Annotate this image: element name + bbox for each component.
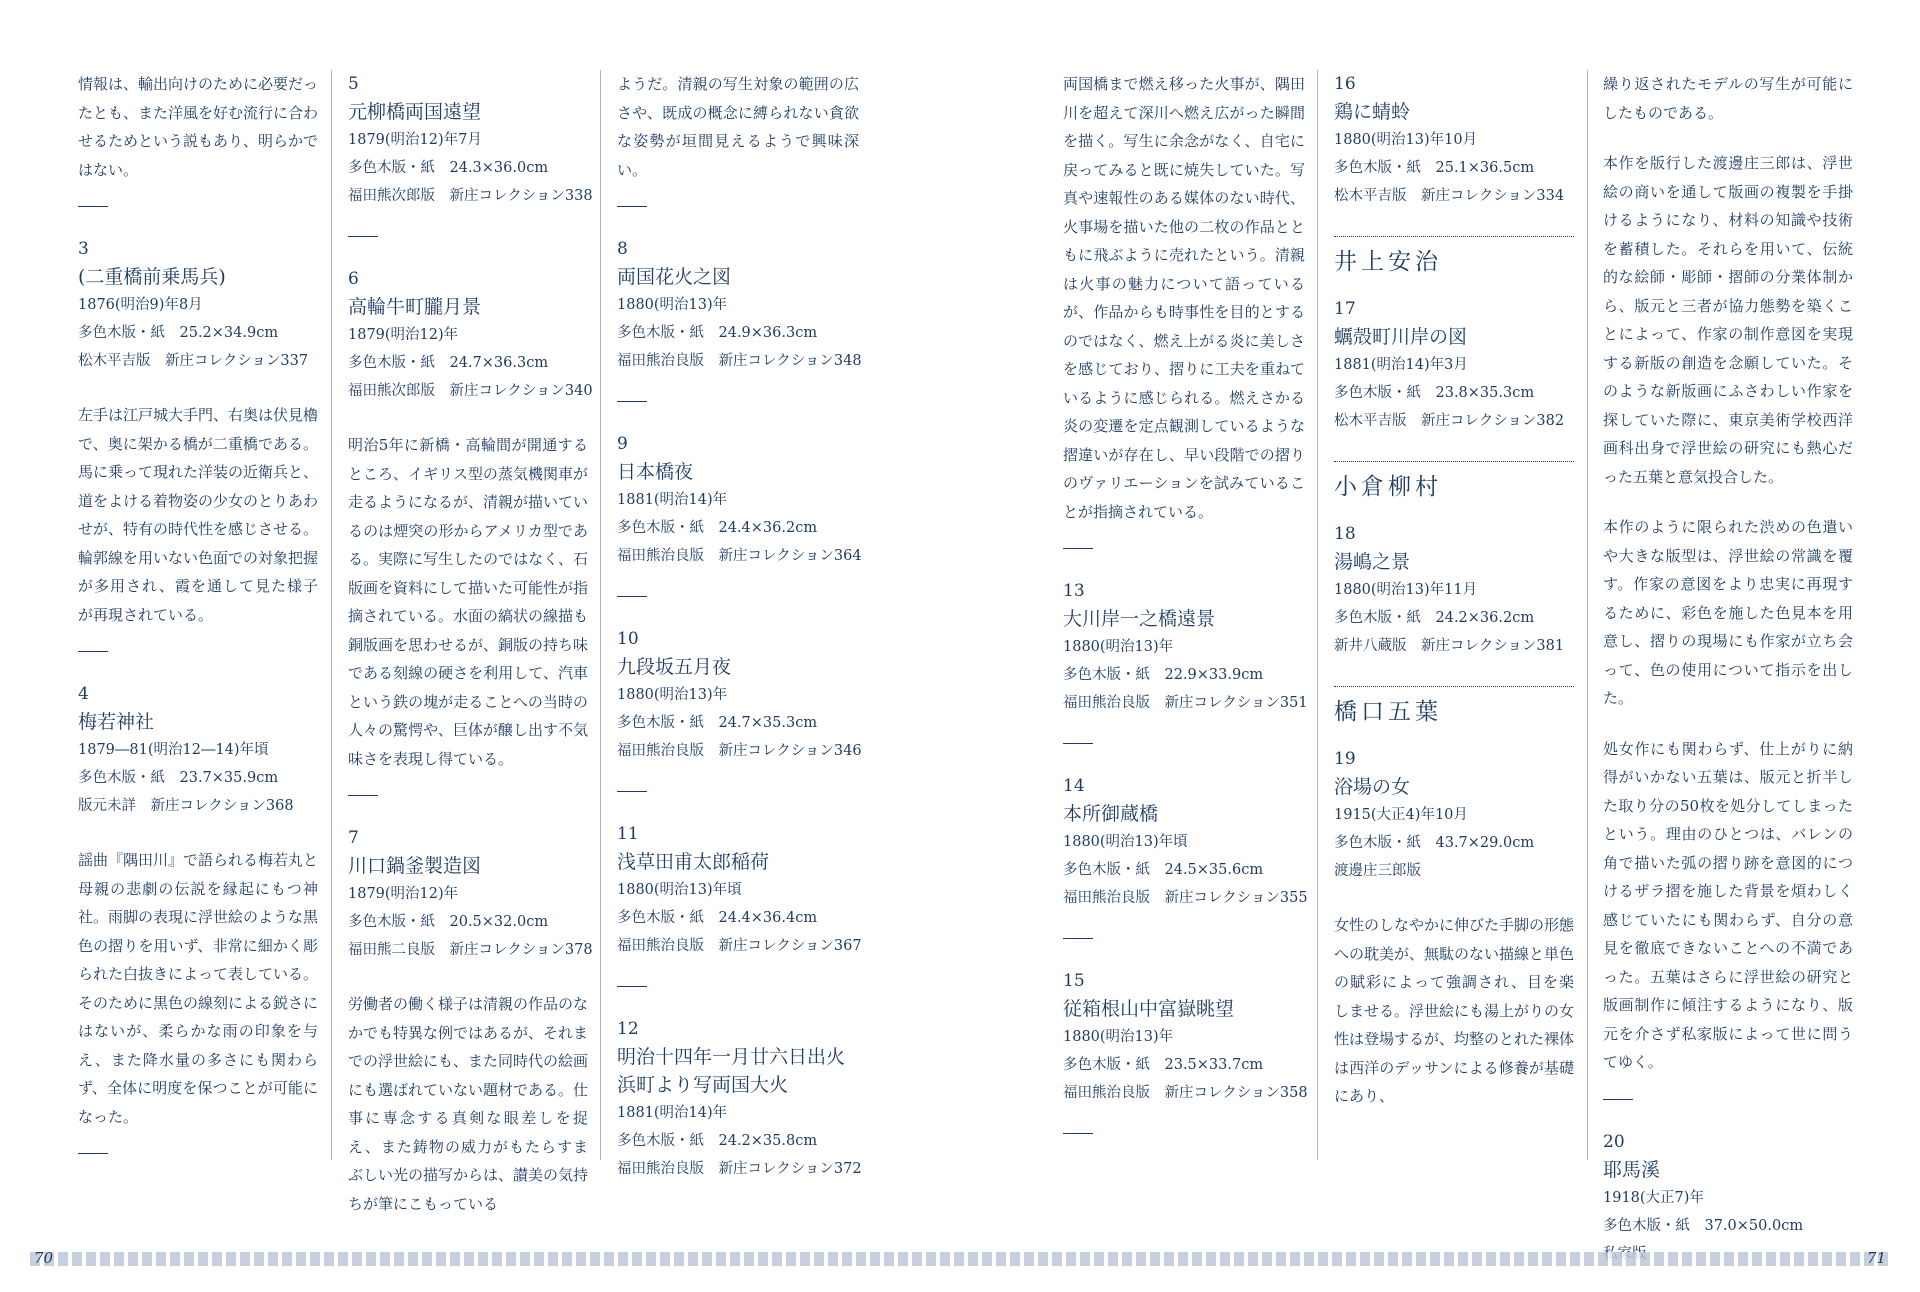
entry-detail: 福田熊二良版 新庄コレクション378 xyxy=(348,942,593,958)
catalog-entry xyxy=(78,680,318,820)
entry-title: 高輪牛町朧月景 xyxy=(348,296,482,318)
entry-separator xyxy=(348,236,378,237)
entry-detail: 福田熊治良版 新庄コレクション358 xyxy=(1063,1085,1308,1101)
entry-detail: 1880(明治13)年 xyxy=(617,687,728,703)
entry-separator xyxy=(617,986,647,987)
commentary-paragraph: 左手は江戸城大手門、右奥は伏見櫓で、奥に架かる橋が二重橋である。馬に乗って現れた洋装の近衛兵と、道をよける着物姿の少女のとりあわせが、特有の時代性を感じさせる。輪郭線を用いない色面での対象把握が多用され、霞を通して見た様子が再現されている。 xyxy=(78,406,319,624)
entry-detail: 多色木版・紙 24.4×36.4cm xyxy=(617,910,818,926)
entry-title: 蠣殻町川岸の図 xyxy=(1334,326,1468,348)
entry-title: 日本橋夜 xyxy=(617,461,694,483)
artist-heading: 小倉柳村 xyxy=(1334,461,1574,504)
entry-detail: 多色木版・紙 23.7×35.9cm xyxy=(78,770,279,786)
entry-number: 5 xyxy=(348,74,359,94)
entry-separator xyxy=(78,1153,108,1154)
entry-detail: 松木平吉版 新庄コレクション382 xyxy=(1334,413,1565,429)
entry-separator xyxy=(617,206,647,207)
entry-separator xyxy=(348,795,378,796)
entry-detail: 1881(明治14)年 xyxy=(617,492,728,508)
commentary-paragraph: 繰り返されたモデルの写生が可能にしたものである。 xyxy=(1603,75,1853,122)
entry-title: 両国花火之図 xyxy=(617,266,732,288)
catalog-entry xyxy=(348,824,593,964)
entry-separator xyxy=(1063,938,1093,939)
entry-title: 従箱根山中富嶽眺望 xyxy=(1063,998,1235,1020)
catalog-entry xyxy=(1063,577,1308,717)
entry-detail: 多色木版・紙 24.5×35.6cm xyxy=(1063,862,1264,878)
entry-number: 17 xyxy=(1334,299,1356,319)
entry-detail: 多色木版・紙 25.1×36.5cm xyxy=(1334,160,1535,176)
catalog-entry xyxy=(1603,1128,1853,1268)
entry-detail: 福田熊治良版 新庄コレクション346 xyxy=(617,743,862,759)
entry-title: 本所御蔵橋 xyxy=(1063,803,1159,825)
entry-title: 川口鍋釜製造図 xyxy=(348,855,482,877)
entry-detail: 1879―81(明治12―14)年頃 xyxy=(78,742,269,758)
catalog-entry xyxy=(617,820,862,960)
entry-detail: 多色木版・紙 23.5×33.7cm xyxy=(1063,1057,1264,1073)
entry-number: 8 xyxy=(617,239,628,259)
column-4 xyxy=(1063,70,1308,1160)
entry-detail: 多色木版・紙 43.7×29.0cm xyxy=(1334,835,1535,851)
column-1 xyxy=(78,70,318,1160)
artist-heading: 橋口五葉 xyxy=(1334,686,1574,729)
entry-number: 11 xyxy=(617,824,639,844)
entry-detail: 多色木版・紙 24.2×36.2cm xyxy=(1334,610,1535,626)
entry-detail: 1918(大正7)年 xyxy=(1603,1189,1704,1206)
commentary-paragraph: 両国橋まで燃え移った火事が、隅田川を超えて深川へ燃え広がった瞬間を描く。写生に余念がなく、自宅に戻ってみると既に焼失していた。写真や速報性のある媒体のない時代、火事場を描いた他の二枚の作品とともに飛ぶように売れたという。清親は火事の魅力について語っているが、作品からも時事性を目的とするのではなく、燃え上がる炎に美しさを感じており、摺りに工夫を重ねているように感じられる。燃えさかる炎の変遷を定点観測しているような摺違いが存在し、早い段階での摺りのヴァリエーションを試みていることが指摘されている。 xyxy=(1063,75,1305,521)
entry-number: 10 xyxy=(617,629,639,649)
entry-detail: 1880(明治13)年頃 xyxy=(617,882,742,898)
entry-detail: 多色木版・紙 37.0×50.0cm xyxy=(1603,1217,1804,1234)
catalog-entry xyxy=(1334,70,1574,210)
entry-title: 大川岸一之橋遠景 xyxy=(1063,608,1216,630)
catalog-entry xyxy=(617,235,862,375)
commentary-paragraph: 明治5年に新橋・高輪間が開通するところ、イギリス型の蒸気機関車が走るようになるが、清親が描いているのは煙突の形からアメリカ型である。実際に写生したのではなく、石版画を資料にして描いた可能性が指摘されている。水面の縞状の線描も銅版画を思わせるが、銅版の持ち味である刻線の硬さを利用して、汽車という鉄の塊が走ることへの当時の人々の驚愕や、巨体が醸し出す不気味さを表現し得ている。 xyxy=(348,436,589,768)
catalog-entry xyxy=(617,430,862,570)
entry-number: 4 xyxy=(78,684,89,704)
entry-number: 9 xyxy=(617,434,628,454)
entry-detail: 1876(明治9)年8月 xyxy=(78,297,203,313)
commentary-paragraph: 処女作にも関わらず、仕上がりに納得がいかない五葉は、版元と折半した取り分の50枚を処分してしまったという。理由のひとつは、バレンの角で描いた弧の摺り跡を意図的につけるザラ摺を施した背景を煩わしく感じていたにも関わらず、自分の意見を徹底できないことへの不満であった。五葉はさらに浮世絵の研究と版画制作に傾注するようになり、版元を介さず私家版によって世に問うてゆく。 xyxy=(1603,739,1853,1071)
entry-title: 元柳橋両国遠望 xyxy=(348,101,482,123)
entry-separator xyxy=(1603,1099,1633,1100)
entry-number: 20 xyxy=(1603,1131,1625,1152)
entry-detail: 福田熊治良版 新庄コレクション364 xyxy=(617,548,862,564)
entry-detail: 多色木版・紙 23.8×35.3cm xyxy=(1334,385,1535,401)
entry-detail: 福田熊治良版 新庄コレクション367 xyxy=(617,938,862,954)
entry-detail: 渡邊庄三郎版 xyxy=(1334,863,1421,879)
page-number-left: 70 xyxy=(34,1249,54,1267)
entry-number: 13 xyxy=(1063,581,1085,601)
commentary-paragraph: 本作のように限られた渋めの色遣いや大きな版型は、浮世絵の常識を覆す。作家の意図をより忠実に再現するために、彩色を施した色見本を用意し、摺りの現場にも作家が立ち会って、色の使用について指示を出した。 xyxy=(1603,518,1853,707)
entry-title: 浅草田甫太郎稲荷 xyxy=(617,851,770,873)
entry-detail: 1880(明治13)年 xyxy=(1063,639,1174,655)
entry-detail: 多色木版・紙 22.9×33.9cm xyxy=(1063,667,1264,683)
column-divider xyxy=(1317,70,1318,1160)
entry-detail: 1881(明治14)年 xyxy=(617,1105,728,1121)
entry-title: 明治十四年一月廿六日出火 xyxy=(617,1046,846,1068)
entry-number: 19 xyxy=(1334,749,1356,769)
catalog-entry xyxy=(1063,967,1308,1107)
entry-number: 16 xyxy=(1334,74,1356,94)
entry-detail: 1880(明治13)年 xyxy=(1063,1029,1174,1045)
catalog-entry xyxy=(1334,295,1574,435)
entry-number: 6 xyxy=(348,269,359,289)
catalog-entry xyxy=(78,235,318,375)
entry-separator xyxy=(617,596,647,597)
entry-detail: 福田熊治良版 新庄コレクション348 xyxy=(617,353,862,369)
entry-detail: 松木平吉版 新庄コレクション337 xyxy=(78,353,309,369)
catalog-entry xyxy=(1334,520,1574,660)
entry-title: 湯嶋之景 xyxy=(1334,551,1411,573)
entry-detail: 1880(明治13)年 xyxy=(617,297,728,313)
entry-title: 梅若神社 xyxy=(78,711,155,733)
entry-detail: 1915(大正4)年10月 xyxy=(1334,807,1468,823)
entry-title: 浴場の女 xyxy=(1334,776,1411,798)
column-divider xyxy=(1587,70,1588,1160)
artist-heading: 井上安治 xyxy=(1334,236,1574,279)
catalog-entry xyxy=(1334,745,1574,885)
column-3 xyxy=(617,70,862,1177)
entry-detail: 1880(明治13)年10月 xyxy=(1334,132,1478,148)
entry-separator xyxy=(78,651,108,652)
entry-detail: 版元未詳 新庄コレクション368 xyxy=(78,798,294,814)
catalog-entry xyxy=(617,1015,862,1183)
entry-detail: 多色木版・紙 24.2×35.8cm xyxy=(617,1133,818,1149)
entry-separator xyxy=(1063,548,1093,549)
entry-number: 18 xyxy=(1334,524,1356,544)
entry-detail: 1880(明治13)年11月 xyxy=(1334,582,1478,598)
entry-detail: 1879(明治12)年 xyxy=(348,327,459,343)
entry-detail: 松木平吉版 新庄コレクション334 xyxy=(1334,188,1565,204)
column-divider xyxy=(600,70,601,1160)
entry-detail: 1879(明治12)年 xyxy=(348,886,459,902)
column-2 xyxy=(348,70,593,1213)
commentary-paragraph: 労働者の働く様子は清親の作品のなかでも特異な例ではあるが、それまでの浮世絵にも、また同時代の絵画にも選ばれていない題材である。仕事に専念する真剣な眼差しを捉え、また鋳物の威力がもたらすまぶしい光の描写からは、讃美の気持ちが筆にこもっている xyxy=(348,995,589,1213)
entry-detail: 1879(明治12)年7月 xyxy=(348,132,482,148)
entry-number: 14 xyxy=(1063,776,1085,796)
entry-detail: 多色木版・紙 25.2×34.9cm xyxy=(78,325,279,341)
entry-detail: 福田熊次郎版 新庄コレクション338 xyxy=(348,188,593,204)
entry-title: 耶馬溪 xyxy=(1603,1158,1661,1181)
catalog-entry xyxy=(1063,772,1308,912)
entry-detail: 多色木版・紙 20.5×32.0cm xyxy=(348,914,549,930)
entry-separator xyxy=(617,791,647,792)
entry-detail: 福田熊治良版 新庄コレクション372 xyxy=(617,1161,862,1177)
entry-title: (二重橋前乗馬兵) xyxy=(78,266,226,288)
entry-detail: 多色木版・紙 24.4×36.2cm xyxy=(617,520,818,536)
page-number-right: 71 xyxy=(1866,1249,1886,1267)
entry-number: 15 xyxy=(1063,971,1085,991)
commentary-paragraph: 謡曲『隅田川』で語られる梅若丸と母親の悲劇の伝説を縁起にもつ神社。雨脚の表現に浮世絵のような黒色の摺りを用いず、非常に細かく彫られた白抜きによって表している。そのために黒色の線刻による鋭さにはないが、柔らかな雨の印象を与え、また降水量の多さにも関わらず、全体に明度を保つことが可能になった。 xyxy=(78,851,319,1126)
entry-title: 鶏に蜻蛉 xyxy=(1334,101,1411,123)
entry-title: 浜町より写両国大火 xyxy=(617,1074,789,1096)
entry-detail: 1880(明治13)年頃 xyxy=(1063,834,1188,850)
column-divider xyxy=(331,70,332,1160)
entry-detail: 1881(明治14)年3月 xyxy=(1334,357,1468,373)
commentary-paragraph: 女性のしなやかに伸びた手脚の形態への耽美が、無駄のない描線と単色の賦彩によって強調され、目を楽しませる。浮世絵にも湯上がりの女性は登場するが、均整のとれた裸体は西洋のデッサンによる修養が基礎にあり、 xyxy=(1334,916,1575,1105)
catalog-entry xyxy=(348,70,593,210)
entry-number: 3 xyxy=(78,239,89,259)
commentary-paragraph: 情報は、輸出向けのために必要だったとも、また洋風を好む流行に合わせるためという説もあり、明らかではない。 xyxy=(78,75,319,179)
entry-detail: 多色木版・紙 24.3×36.0cm xyxy=(348,160,549,176)
entry-separator xyxy=(1063,743,1093,744)
entry-title: 九段坂五月夜 xyxy=(617,656,732,678)
commentary-paragraph: 本作を版行した渡邊庄三郎は、浮世絵の商いを通して版画の複製を手掛けるようになり、材料の知識や技術を蓄積した。それらを用いて、伝統的な絵師・彫師・摺師の分業体制から、版元と三者が協力態勢を築くことによって、作家の制作意図を実現する新版の創造を念願していた。そのような新版画にふさわしい作家を探していた際に、東京美術学校西洋画科出身で浮世絵の研究にも熱心だった五葉と意気投合した。 xyxy=(1603,154,1853,486)
entry-detail: 福田熊治良版 新庄コレクション351 xyxy=(1063,695,1308,711)
entry-separator xyxy=(1063,1133,1093,1134)
entry-detail: 多色木版・紙 24.7×36.3cm xyxy=(348,355,549,371)
entry-detail: 福田熊次郎版 新庄コレクション340 xyxy=(348,383,593,399)
entry-number: 7 xyxy=(348,828,359,848)
entry-number: 12 xyxy=(617,1019,639,1039)
commentary-paragraph: ようだ。清親の写生対象の範囲の広さや、既成の概念に縛られない貪欲な姿勢が垣間見えるようで興味深い。 xyxy=(617,75,859,179)
entry-detail: 多色木版・紙 24.9×36.3cm xyxy=(617,325,818,341)
entry-separator xyxy=(78,206,108,207)
entry-detail: 新井八蔵版 新庄コレクション381 xyxy=(1334,638,1565,654)
entry-detail: 福田熊治良版 新庄コレクション355 xyxy=(1063,890,1308,906)
entry-separator xyxy=(617,401,647,402)
column-5 xyxy=(1334,70,1574,1160)
footer-ornament xyxy=(30,1252,1890,1266)
catalog-entry xyxy=(348,265,593,405)
catalog-entry xyxy=(617,625,862,765)
column-6 xyxy=(1603,70,1853,1234)
entry-detail: 多色木版・紙 24.7×35.3cm xyxy=(617,715,818,731)
